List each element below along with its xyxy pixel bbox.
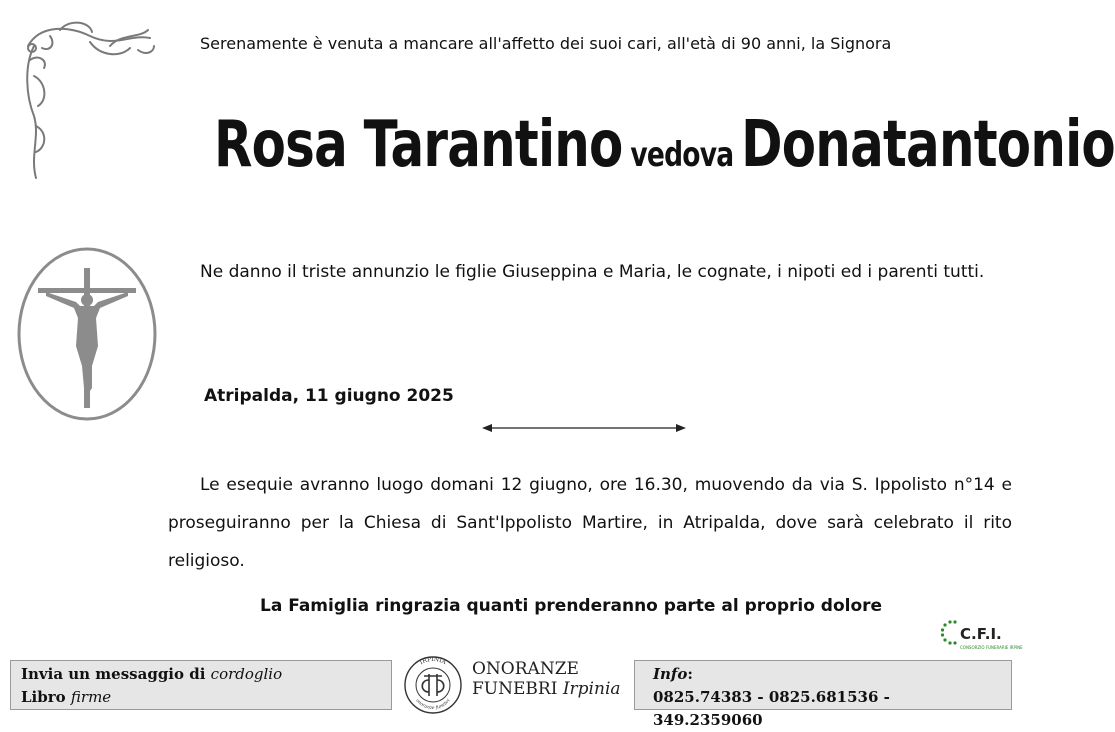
logo-arc-bottom: onoranze funebri — [414, 698, 452, 712]
info-label: Info: — [653, 665, 693, 683]
guestbook-link[interactable] — [21, 686, 381, 709]
brand-line-2 — [472, 679, 621, 699]
brand-line-2-text: FUNEBRI — [472, 679, 558, 699]
crucifix-icon — [16, 246, 158, 422]
funeral-home-logo-icon — [402, 650, 464, 716]
logo-arc-top: IRPINIA — [418, 655, 448, 667]
cfi-logo-text: C.F.I. — [960, 625, 1002, 643]
announcement-paragraph: Ne danno il triste annunzio le figlie Giuseppina e Maria, le cognate, i nipoti ed i parenti tutti. — [200, 262, 985, 282]
svg-text:IRPINIA — [419, 656, 448, 666]
brand-line-2-emph: Irpinia — [562, 679, 621, 699]
guestbook-emph: firme — [70, 688, 112, 706]
cfi-logo — [940, 616, 1023, 652]
info-label-text: Info — [653, 665, 688, 683]
info-phones[interactable]: 0825.74383 - 0825.681536 - 349.2359060 — [653, 688, 890, 729]
brand-line-1: ONORANZE — [472, 659, 579, 679]
info-box — [634, 660, 1012, 729]
deceased-married-name: Donatantonio — [741, 108, 1115, 182]
funeral-paragraph: Le esequie avranno luogo domani 12 giugno, ore 16.30, muovendo da via S. Ippolisto n°14 e proseguiranno per la Chiesa di Sant'Ippolisto Martire, in Atripalda, dove sarà celebrato il rito religioso. — [168, 475, 1012, 571]
place-date: Atripalda, 11 giugno 2025 — [204, 386, 454, 406]
guestbook-prefix: Libro — [21, 688, 66, 706]
double-arrow-icon — [480, 420, 688, 436]
condolence-emph: cordoglio — [210, 665, 283, 683]
deceased-first-name: Rosa Tarantino — [214, 108, 623, 182]
family-thanks: La Famiglia ringrazia quanti prenderanno parte al proprio dolore — [260, 596, 883, 616]
intro-text: Serenamente è venuta a mancare all'affetto dei suoi cari, all'età di 90 anni, la Signora — [200, 34, 892, 53]
condolence-link[interactable] — [21, 663, 381, 686]
condolence-box[interactable] — [10, 660, 392, 710]
cfi-logo-subtext: CONSORZIO FUNERARIE IRPINE — [960, 645, 1023, 650]
name-connector: vedova — [630, 135, 734, 175]
funeral-home-brand — [472, 659, 621, 699]
condolence-prefix: Invia un messaggio di — [21, 665, 206, 683]
corner-ornament-icon — [20, 16, 160, 186]
deceased-name — [214, 108, 1115, 182]
